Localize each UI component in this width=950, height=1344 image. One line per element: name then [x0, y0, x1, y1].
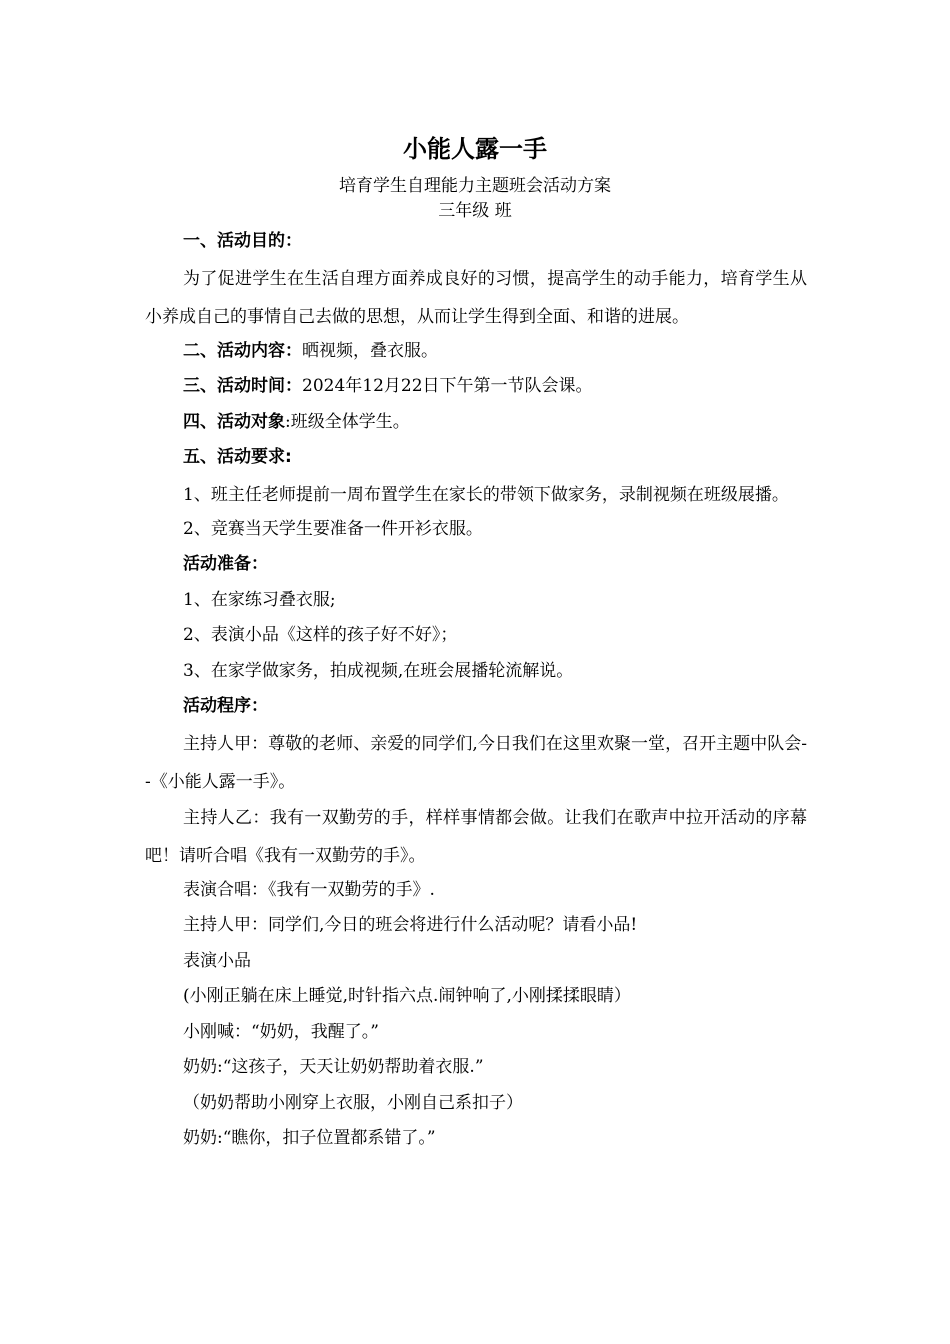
requirement-item-2: 2、竞赛当天学生要准备一件开衫衣服。	[183, 518, 483, 539]
section-content-heading: 二、活动内容：	[183, 340, 302, 361]
section-time	[145, 369, 807, 405]
section-procedure-heading: 活动程序：	[183, 696, 268, 716]
section-time-heading: 三、活动时间：	[183, 376, 302, 396]
section-time-text: 2024年12月22日下午第一节队会课。	[302, 376, 593, 396]
section-target	[145, 405, 807, 441]
procedure-line: 表演合唱：《我有一双勤劳的手》.	[183, 879, 435, 900]
document-subtitle: 培育学生自理能力主题班会活动方案	[339, 176, 611, 196]
document-title: 小能人露一手	[403, 135, 547, 163]
section-content	[145, 334, 807, 370]
grade-class-line: 三年级 班	[438, 201, 512, 221]
procedure-line: 小刚喊：“奶奶，我醒了。”	[183, 1021, 379, 1042]
procedure-line: （奶奶帮助小刚穿上衣服，小刚自己系扣子）	[183, 1092, 523, 1113]
procedure-host-a-opening: 主持人甲：尊敬的老师、亲爱的同学们,今日我们在这里欢聚一堂，召开主题中队会--《小能人露一手》。	[145, 733, 807, 792]
preparation-item-3: 3、在家学做家务，拍成视频,在班会展播轮流解说。	[183, 660, 574, 681]
preparation-item-1: 1、在家练习叠衣服;	[183, 589, 336, 610]
procedure-line: 奶奶:“这孩子，天天让奶奶帮助着衣服.”	[183, 1057, 484, 1077]
section-target-text: :班级全体学生。	[285, 411, 410, 432]
section-preparation-heading: 活动准备：	[183, 554, 268, 574]
procedure-host-b-opening: 主持人乙：我有一双勤劳的手，样样事情都会做。让我们在歌声中拉开活动的序幕吧！请听合唱《我有一双勤劳的手》。	[145, 807, 807, 866]
procedure-line: 主持人甲：同学们,今日的班会将进行什么活动呢？请看小品!	[183, 915, 638, 935]
document-body	[145, 224, 807, 1157]
procedure-line: 表演小品	[183, 950, 251, 971]
section-requirements-heading: 五、活动要求:	[183, 447, 292, 467]
preparation-item-2: 2、表演小品《这样的孩子好不好》；	[183, 625, 458, 645]
procedure-line: 奶奶:“瞧你，扣子位置都系错了。”	[183, 1128, 436, 1148]
section-goal-text: 为了促进学生在生活自理方面养成良好的习惯，提高学生的动手能力，培育学生从小养成自己的事情自己去做的思想，从而让学生得到全面、和谐的进展。	[145, 268, 807, 327]
procedure-line: (小刚正躺在床上睡觉,时针指六点.闹钟响了,小刚揉揉眼睛）	[183, 986, 631, 1006]
requirement-item-1: 1、班主任老师提前一周布置学生在家长的带领下做家务，录制视频在班级展播。	[183, 484, 789, 505]
section-content-text: 晒视频，叠衣服。	[302, 340, 438, 361]
section-target-heading: 四、活动对象	[183, 411, 285, 432]
section-goal-heading: 一、活动目的：	[183, 231, 302, 251]
